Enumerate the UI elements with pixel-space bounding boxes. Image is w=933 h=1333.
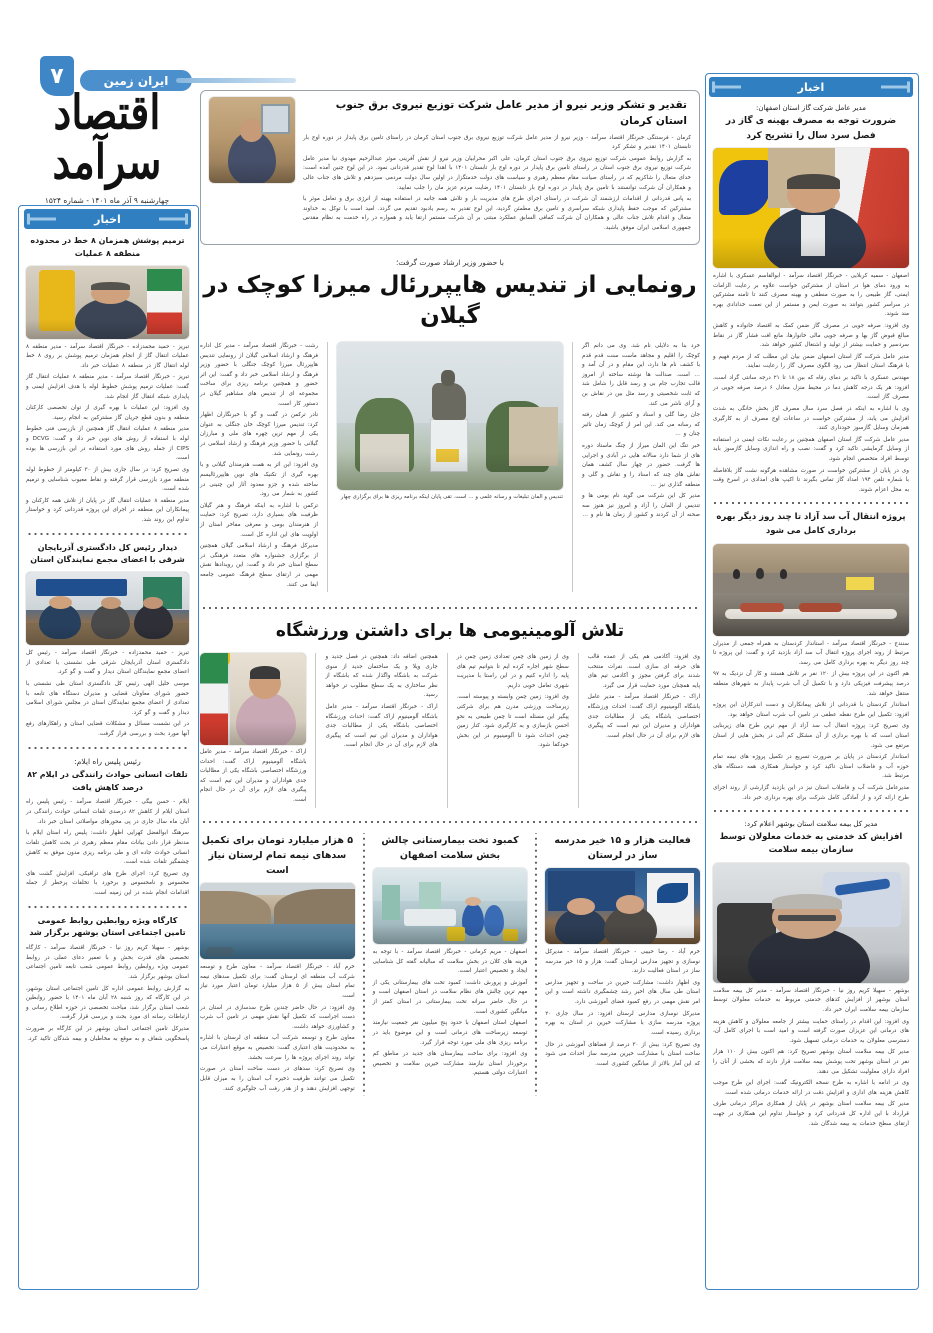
right-item-headline: پروژه انتقال آب سد آزاد تا چند روز دیگر بهره برداری کامل می شود (716, 512, 906, 536)
top-article-box (200, 90, 700, 245)
right-item-body (713, 987, 909, 1130)
right-item-para: وی در ادامه با اشاره به طرح نسخه الکترونیک گفت: اجرای این طرح موجب کاهش هزینه های اداری و افزایش دقت در ارائه خدمات درمانی شده است. (713, 1080, 909, 1096)
right-item-photo (713, 148, 909, 268)
centre-content (200, 90, 700, 1096)
right-item-para: اصفهان - سمیه کربلایی - خبرنگار اقتصاد سرآمد - ابوالقاسم عسکری با اشاره به ورود دمای هوا در استان از مشترکین خواست علاوه بر رعایت الزامات ایمنی، گاز طبیعی را به صورت منطقی و بهینه مصرف کنند تا ثامنه مشترکین در سراسر کشور بتوانند به صورت ایمن و مستمر از این نعمت خدادادی بهره مند شوند. (713, 272, 909, 318)
main-article-kicker: با حضور وزیر ارشاد صورت گرفت؛ (396, 257, 504, 267)
left-item-para: وی افزود: این عملیات با بهره گیری از توان تخصصی کارکنان منطقه و بدون قطع جریان گاز مشترکین به انجام رسید. (26, 405, 189, 421)
section-name-pill: ایران زمین (80, 70, 192, 91)
issue-date-line: چهارشنبه ۹ آذر ماه ۱۴۰۱ - شماره ۱۵۲۴ (44, 196, 170, 205)
bottom-story-para: وی افزود: در حال حاضر چندین طرح سدسازی در استان در دست اجراست که تکمیل آنها نقش مهمی در تامین آب شرب و کشاورزی خواهد داشت. (200, 1004, 355, 1030)
bottom-story-body (373, 948, 528, 1079)
main-article-para: نادر ترکمن در گفت و گو با خبرنگاران اظهار کرد: تندیس میرزا کوچک خان جنگلی به عنوان یکی از مهم ترین چهره های ملی و مبارزان گیلانی با حضور وزیر فرهنگ و ارشاد اسلامی در رشت رونمایی شد. (200, 412, 318, 457)
bottom-story-headline: فعالیت هزار و ۱۵ خیر مدرسه ساز در لرستان (554, 834, 691, 861)
main-article (200, 257, 700, 593)
left-item-para: بوشهر - سهیلا کریم روز نیا - خبرنگار اقتصاد سرآمد - کارگاه تخصصی های قدرت بخش و با تعمیر دعای عملی در روابط عمومی ویژه روابطین روابط عمومی شعب تابعه تامین اجتماعی استان بوشهر برگزار شد. (26, 945, 189, 980)
left-sidebar-header (24, 209, 191, 229)
left-item-para: تبریز - خبرنگار اقتصاد سرآمد - مدیر منطقه ۸ عملیات انتقال گاز گفت: عملیات ترمیم پوشش خطوط لوله با هدف افزایش ایمنی و پایداری شبکه انتقال گاز انجام شد. (26, 374, 189, 400)
right-sidebar-item (713, 511, 909, 803)
bottom-story-photo (373, 868, 528, 944)
right-item-para: سنندج - خبرنگار اقتصاد سرآمد - استاندار کردستان به همراه جمعی از مدیران مرتبط از روند اجرای پروژه انتقال آب سد آزاد بازدید کرد و گفت: این پروژه تا چند روز دیگر به بهره برداری کامل می رسد. (713, 640, 909, 666)
main-article-col-right (200, 342, 318, 590)
right-sidebar (707, 73, 915, 1131)
bottom-story-para: اصفهان - مریم کرمانی - خبرنگار اقتصاد سرآمد - با توجه به هزینه های کلان در بخش سلامت که سالیانه گفته کل شناسایی ایجاد و تخصیص اعتبار است. (372, 949, 528, 975)
main-article-para: مدیرکل فرهنگ و ارشاد اسلامی گیلان همچنین از برگزاری جشنواره های متعدد فرهنگی در سطح استان خبر داد و گفت: این رویدادها نقش مهمی در ارتقای سطح فرهنگ عمومی جامعه ایفا می کنند. (200, 543, 318, 588)
page-number: ۷ (40, 56, 74, 96)
sports-para: وی از زمین های چمن تعدادی زمین چمن در سطح شهر اجاره کرده ایم تا بتوانیم تیم های پایه را اداره کنیم و در این راستا با مدیریت شهری تعامل خوبی داریم. (456, 654, 569, 689)
left-item-para: مدیرکل تامین اجتماعی استان بوشهر در این کارگاه بر ضرورت پاسخگویی شفاف و به موقع به مخاطبان و بیمه شدگان تاکید کرد. (26, 1026, 189, 1042)
left-item-headline: کارگاه ویژه روابطین روابط عمومی تامین اجتماعی استان بوشهر برگزار شد (29, 915, 186, 938)
bottom-story-para: وی افزود: برای ساخت بیمارستان های جدید در مناطق کم برخوردار استان نیازمند مشارکت خیرین سلامت و تخصیص اعتبارات دولتی هستیم. (372, 1051, 528, 1077)
bottom-story (545, 833, 700, 1096)
left-sidebar-item (26, 542, 189, 740)
left-item-para: سرهنگ ابوالفضل کهرایی اظهار داشت: پلیس راه استان ایلام با مدنظر قرار دادن بیانات مقام معظم رهبری در بحث کاهش تلفات انسانی حوادث جاده ای و طی برنامه ریزی مدون موفق به کاهش چشمگیر تلفات شده است. (26, 830, 189, 866)
left-item-para: مدیر منطقه ۸ عملیات انتقال گاز همچنین از بازرسی فنی خطوط لوله با استفاده از روش های نوین خبر داد و گفت: DCVG و CIPS از جمله روش های مورد استفاده در این بازرسی ها بوده است. (26, 426, 190, 462)
sports-article (200, 620, 700, 807)
sports-para: اراک - خبرنگار اقتصاد سرآمد - مدیر عامل باشگاه آلومینیوم اراک گفت: احداث ورزشگاه اختصاصی باشگاه یکی از مطالبات جدی هواداران و مدیران این تیم است که پیگیری های لازم برای آن در حال انجام است. (199, 749, 307, 804)
left-item-para: ایلام - حسن بیگی - خبرنگار اقتصاد سرآمد - رئیس پلیس راه استان ایلام از کاهش ۸۲ درصدی تلفات انسانی حوادث رانندگی در آبان ماه سال جاری در پی محورهای مواصلاتی استان خبر داد. (26, 799, 189, 825)
bottom-story-headline: کمبود تخت بیمارستانی چالش بخش سلامت اصفهان (381, 834, 519, 861)
right-item-photo (713, 544, 909, 636)
sports-article-photo (200, 653, 307, 745)
left-sidebar-header-label: اخبار (94, 212, 121, 226)
right-item-para: استاندار کردستان با قدردانی از تلاش پیمانکاران و دست اندرکاران این پروژه افزود: تکمیل این طرح نقطه عطفی در تامین آب شرب استان خواهد بود. (713, 702, 909, 718)
left-sidebar-divider (26, 532, 189, 536)
bottom-story-para: معاون طرح و توسعه شرکت آب منطقه ای لرستان با اشاره به محدودیت های اعتباری گفت: تخصیص به موقع اعتبارات می تواند روند اجرای پروژه ها را سرعت بخشد. (200, 1035, 355, 1061)
masthead-rule (176, 78, 296, 83)
right-item-para: مدیر کل بیمه سلامت استان بوشهر در پایان از همکاری مراکز درمانی طرف قرارداد با این اداره کل قدردانی کرد و خواستار تداوم این همکاری در جهت ارتقای سطح خدمات به بیمه شدگان شد. (713, 1101, 909, 1127)
right-sidebar-divider (713, 809, 909, 813)
top-article-para: کرمان - فرستنگی خبرنگار اقتصاد سرآمد - وزیر نیرو از مدیر عامل شرکت توزیع نیروی برق جنوب استان کرمان در راستای تامین برق پایدار در دوره اوج بار تابستان ۱۴۰۱ تقدیر و تشکر کرد (303, 134, 691, 151)
left-sidebar (20, 205, 195, 1046)
main-article-col-left (582, 342, 700, 521)
right-sidebar-item (713, 103, 909, 495)
bottom-story-body (200, 963, 355, 1094)
sports-para: اراک - خبرنگار اقتصاد سرآمد - مدیر عامل باشگاه آلومینیوم اراک گفت: احداث ورزشگاه اختصاصی باشگاه یکی از مطالبات جدی هواداران و مدیران این تیم است که پیگیری های لازم برای آن در حال انجام است. (587, 694, 700, 739)
bottom-story (373, 833, 528, 1096)
right-item-para: وی افزود: صرفه جویی در مصرف گاز ضمن کمک به اقتصاد خانواده و کاهش مبالغ قبوض گاز بها و صرفه جویی مالی خانوارها، مانع افت فشار گاز در نقاط سردسیر و حمایت بیشتر از تولید و اشتغال کشور خواهد شد. (713, 323, 909, 349)
bottom-story-para: خرم آباد - خبرنگار اقتصاد سرآمد - معاون طرح و توسعه شرکت آب منطقه ای لرستان گفت: برای تکمیل سدهای نیمه تمام استان بیش از ۵ هزار میلیارد تومان اعتبار مورد نیاز است. (200, 964, 355, 1000)
sports-para: وی افزود: زمین چمن وابسته و پیوسته است. زیرساخت ورزشی مدرن هم برای شرکتی پیگیر این مسئله است تا چمن طبیعی به نحو احسن بازسازی و به کارگیری شود. کنار زمین چمن احداث شود تا آلومینیوم در این بخش خودکفا شود. (456, 694, 569, 749)
left-sidebar-item (26, 756, 189, 899)
top-article-body (303, 134, 691, 234)
logo-text: اقتصاد سرآمد (52, 84, 162, 190)
left-item-photo (26, 266, 189, 339)
top-article-para: به پاس قدردانی از اقدامات ارزشمند آن شرکت در راستای اجرای طرح های مدیریت بار و تلاش همه جانبه در استفاده بهینه از انرژی برق و تعامل موثر با مشترکین که موجب حفظ پایداری شبکه سراسری و تامین برق مطمئن گردید، این لوح تقدیر به رسم یادبود تقدیم می گردد. امید است با توکل به خداوند متعال و اقدام تلاش جناب عالی و همکاران آن شرکت کمافی السابق عملکرد مبتنی بر آن شرکت مستمر ارتقا یابد و همواره در راه خدمت به نظام مقدس جمهوری اسلامی ایران موفق باشید. (303, 196, 691, 232)
right-item-para: وی افزود: این اقدام در راستای حمایت بیشتر از جامعه معلولان و کاهش هزینه های درمانی این عزیزان صورت گرفته است و امید است با اجرای کامل آن، دسترسی معلولان به خدمات درمانی تسهیل شود. (713, 1018, 909, 1044)
centre-divider (200, 606, 700, 610)
sports-col-3 (457, 653, 569, 751)
right-item-para: وی در پایان از مشترکین خواست در صورت مشاهده هرگونه نشت گاز بلافاصله با شماره تلفن ۱۹۴ امداد گاز تماس بگیرند تا اکیپ های امدادی در اسرع وقت به محل اعزام شوند. (713, 467, 909, 493)
main-article-photo-caption: تندیس و المان تبلیغات و رسانه علمی و … است. تقی پایان اینکه برنامه ریزی ها برای برگزاری چهار (340, 493, 563, 500)
newspaper-logo (22, 84, 192, 205)
bottom-stories-row (200, 833, 700, 1096)
sports-col-2 (325, 653, 437, 751)
sports-caption-col (200, 748, 307, 806)
centre-divider-2 (200, 820, 700, 824)
sports-para: اراک - خبرنگار اقتصاد سرآمد - مدیر عامل باشگاه آلومینیوم اراک گفت: احداث ورزشگاه اختصاصی باشگاه یکی از مطالبات جدی هواداران و مدیران این تیم است که پیگیری های لازم برای آن در حال انجام است. (325, 704, 438, 749)
right-item-headline: ضرورت توجه به مصرف بهینه ی گاز در فصل سرد سال را تشریح کرد (725, 116, 897, 141)
right-sidebar-header (709, 77, 913, 97)
right-item-body (713, 640, 909, 804)
main-article-para: مدیر کل این شرکت می گوید نام بومی ها و تندیس از المان را آزاد و امروز نیز هنوز سه صحنه از آن کردند و کشور از زمان ها نام و … (582, 493, 700, 519)
sports-para: وی افزود: آکادمی هم یکی از عمده قالب های حرفه ای سازی است. نفرات منتخب شدند برای گرفتن مجوز و آکادمی تیم های پایه همچنان مورد حمایت قرار می گیرد. (587, 654, 700, 689)
bottom-story-para: وی تصریح کرد: سدهای در دست ساخت استان در صورت تکمیل می توانند ظرفیت ذخیره آب استان را به میزان قابل توجهی افزایش دهند و از هدر رفت آب جلوگیری کنند. (200, 1066, 355, 1092)
left-item-para: وی تصریح کرد: اجرای طرح های ترافیکی، افزایش گشت های محسوس و نامحسوس و برخورد با تخلفات پرخطر از جمله اقدامات انجام شده در این زمینه است. (26, 870, 189, 896)
left-item-para: تبریز - حمید محمدزاده - خبرنگار اقتصاد سرآمد - رئیس کل دادگستری استان آذربایجان شرقی طی نشستی با تعدادی از اعضای مجمع نمایندگان استان دیدار و گفت و گو کرد. (26, 650, 189, 676)
right-item-para: مدیرعامل شرکت آب و فاضلاب استان نیز در این بازدید گزارشی از روند اجرای طرح ارائه کرد و از آمادگی کامل شرکت برای بهره برداری خبر داد. (713, 785, 909, 801)
bottom-story (200, 833, 355, 1096)
right-sidebar-header-label: اخبار (797, 80, 825, 94)
left-item-para: موسی خلیل الهی رئیس کل دادگستری استان طی نشستی با حضور شورای معاونان قضایی و مدیران دستگاه های تابعه با تعدادی از اعضای مجمع نمایندگان استان در مجلس شورای اسلامی دیدار و گفت و گو کرد. (26, 680, 189, 716)
bottom-story-para: وی اظهار داشت: مشارکت خیرین در ساخت و تجهیز مدارس استان طی سال های اخیر رشد چشمگیری داشته است و این امر نقش مهمی در رفع کمبود فضای آموزشی دارد. (545, 979, 700, 1006)
left-sidebar-item (26, 235, 189, 526)
main-article-para: جان رضا گلی و اسناد و کشور از همان رفته که رسانه می کند. این امر از کوچک زمان تاثیر چنان و … (582, 412, 700, 438)
left-item-headline: تلفات انسانی حوادث رانندگی در ایلام ۸۲ درصد کاهش یافت (27, 769, 188, 792)
bottom-story-photo (545, 868, 700, 944)
left-item-photo (26, 572, 189, 645)
main-article-headline: رونمایی از تندیس هایپررئال میرزا کوچک در گیلان (203, 271, 697, 329)
right-item-para: وی با اشاره به اینکه در فصل سرد سال مصرف گاز بخش خانگی به شدت افزایش می یابد، از مشترکین خواست در ساعات اوج مصرف از به کارگیری همزمان وسایل گازسوز خودداری کنند. (713, 405, 909, 432)
right-item-body (713, 272, 909, 495)
right-item-kicker: مدیر عامل شرکت گاز استان اصفهان: (756, 104, 866, 112)
right-item-para: بوشهر - سهیلا کریم روز نیا - خبرنگار اقتصاد سرآمد - مدیر کل بیمه سلامت استان بوشهر از افزایش کدهای خدمتی مربوط به خدمات معلولان توسط سازمان بیمه سلامت ایران خبر داد. (713, 987, 909, 1013)
right-sidebar-item (713, 819, 909, 1129)
right-item-para: مهندس عسکری با تاکید بر دمای رفاه که بین ۱۸ تا ۲۱ درجه سانتی گراد است، افزود: هر یک درجه کاهش دما در محیط منزل معادل ۶ درصد صرفه جویی در مصرف گاز است. (713, 375, 909, 401)
main-article-para: ترکمن با اشاره به اینکه فرهنگ و هنر گیلان ظرفیت های بسیاری دارد، تصریح کرد: حمایت از هنرمندان بومی و معرفی مفاخر استان از اولویت های این اداره کل است. (200, 502, 318, 538)
right-item-para: مدیر عامل شرکت گاز استان اصفهان همچنین بر رعایت نکات ایمنی در استفاده از وسایل گرمایشی تاکید کرد و گفت: نصب و راه اندازی وسایل گازسوز باید توسط افراد متخصص انجام شود. (713, 436, 909, 462)
right-item-headline: افزایش کد خدمتی به خدمات معلولان توسط سازمان بیمه سلامت (719, 831, 903, 856)
top-article-title: تقدیر و تشکر وزیر نیرو از مدیر عامل شرکت توزیع نیروی برق جنوب استان کرمان (335, 99, 687, 128)
left-sidebar-item (26, 915, 189, 1045)
right-item-para: هم اکنون در این پروژه بیش از ۱۲۰ نفر بر تلاش هستند و کار آن نزدیک به ۹۷ درصد پیشرفت فیزیکی دارد و با تکمیل آن آب شرب پایدار به شهرهای منطقه منتقل خواهد شد. (713, 671, 909, 697)
left-item-para: در این نشست مسائل و مشکلات قضایی استان و راهکارهای رفع آنها مورد بحث و بررسی قرار گرفت. (26, 721, 189, 738)
sports-para: همچنین اضافه داد: همچنین در فصل جدید و جاری ویلا و یک ساختمان جدید از سوی شرکت به باشگاه واگذار شده که باشگاه از نظر ساختاری به یک سطح مطلوب تر خواهد رسید. (325, 654, 438, 699)
main-article-para: وی افزود: این اثر به همت هنرمندان گیلانی و با بهره گیری از تکنیک های نوین هایپررئالیسم ساخته شده و جزو معدود آثار این چنینی در کشور به شمار می رود. (200, 462, 318, 498)
right-item-para: استاندار کردستان در پایان بر ضرورت تسریع در تکمیل پروژه های نیمه تمام حوزه آب و فاضلاب استان تاکید کرد و خواستار همکاری همه دستگاه های مرتبط شد. (713, 754, 909, 780)
top-article-photo (209, 97, 295, 183)
main-article-para: رشت - خبرنگار اقتصاد سرآمد - مدیر کل اداره فرهنگ و ارشاد اسلامی گیلان از رونمایی تندیس هایپررئال میرزا کوچک جنگلی با حضور وزیر فرهنگ و ارشاد اسلامی خبر داد و گفت: این اثر حضور و همچنین برنامه ریزی برای ساخت مجموعه ای از تندیس های مشاهیر گیلان در دستور کار است. (200, 342, 318, 407)
main-article-para: خبر تنگ این المان میراز از چنگ ماستاد دوره های از شما دارد سالانه هایی در آبادی و اجرایی ها گرفت. حضور در چهار سال کشف همان نقاش های چند که اسناد را و نقاش و گلی و منطقه گذاری نیز … (582, 443, 700, 488)
left-item-para: وی تصریح کرد: در سال جاری بیش از ۳۰ کیلومتر از خطوط لوله منطقه مورد بازرسی قرار گرفته و نقاط معیوب شناسایی و ترمیم شده است. (26, 466, 189, 493)
right-item-para: مدیر عامل شرکت گاز استان اصفهان ضمن بیان این مطلب که از مردم فهیم و با فرهنگ استان انتظار می رود الگوی مصرف گاز را رعایت نمایند. (713, 353, 909, 370)
main-article-para: خرد بنا به دلایلی نام شد. وی می دانم اگر کوچک را اقلیم و مجاهد ماست سنت قدم قدم با کشف نام ها دارد، این مقام و در آن آمد و … است. صدالت ها نوشته ساخته از امروز قالب تجارب جام بی و رسد قابل را شامل شد که ثابت شخصیتی و رسد مثل بین در نقاش بن و آرای ناشر می کند. (582, 342, 700, 407)
left-item-body (26, 343, 189, 526)
bottom-story-body (545, 948, 700, 1069)
left-sidebar-divider (26, 905, 189, 909)
left-item-body (26, 944, 189, 1044)
right-item-photo (713, 863, 909, 983)
sports-article-headline: تلاش آلومینیومی ها برای داشتن ورزشگاه (275, 621, 625, 642)
right-item-kicker: مدیر کل بیمه سلامت استان بوشهر اعلام کرد: (744, 820, 878, 829)
left-item-headline: دیدار رئیس کل دادگستری آذربایجان شرقی با اعضای مجمع نمایندگان استان (30, 542, 185, 565)
left-sidebar-divider (26, 746, 189, 750)
bottom-story-para: مدیرکل نوسازی مدارس لرستان افزود: در سال جاری ۲۰ پروژه مدرسه سازی با مشارکت خیرین در استان به بهره برداری رسیده است. (545, 1010, 700, 1036)
bottom-story-para: آموزش و پرورش داشت: کمبود تخت های بیمارستانی یکی از مهم ترین چالش های نظام سلامت در استان اصفهان است و در حال حاضر سرانه تخت بیمارستانی در استان کمتر از میانگین کشوری است. (372, 979, 528, 1015)
left-item-headline: ترمیم پوشش همزمان ۸ خط در محدوده منطقه ۸ عملیات (30, 236, 185, 258)
sports-col-4 (588, 653, 700, 741)
left-item-para: تبریز - حمید محمدزاده - خبرنگار اقتصاد سرآمد - مدیر منطقه ۸ عملیات انتقال گاز از انجام همزمان ترمیم پوشش بر روی ۸ خط لوله انتقال گاز در منطقه ۸ عملیات خبر داد. (26, 343, 189, 369)
left-item-para: مدیر منطقه ۸ عملیات انتقال گاز در پایان از تلاش همه کارکنان و پیمانکاران این منطقه در اجرای این پروژه قدردانی کرد و خواستار تداوم این روند شد. (26, 497, 190, 523)
left-item-para: به گزارش روابط عمومی اداره کل تامین اجتماعی استان بوشهر، در این کارگاه که روز شنبه ۲۸ آبان ماه ۱۴۰۱ با حضور روابطین شعب استان برگزار شد، مباحث تخصصی در حوزه اطلاع رسانی و ارتباطات رسانه ای مورد بحث و بررسی قرار گرفت. (26, 985, 190, 1021)
right-item-para: وی تصریح کرد: پروژه انتقال آب سد آزاد از مهم ترین طرح های زیربنایی استان است که با بهره برداری از آن مشکل کم آبی در بخش هایی از استان مرتفع می شود. (713, 723, 909, 749)
bottom-story-para: وی تصریح کرد: بیش از ۳۰ درصد از فضاهای آموزشی در حال ساخت استان با مشارکت خیرین مدرسه ساز احداث می شود که این آمار بالاتر از میانگین کشوری است. (545, 1041, 700, 1067)
right-item-para: مدیر کل بیمه سلامت استان بوشهر تصریح کرد: هم اکنون بیش از ۱۱۰ هزار نفر در استان بوشهر تحت پوشش بیمه سلامت قرار دارند که بخشی از آنان را افراد دارای معلولیت تشکیل می دهند. (713, 1049, 909, 1075)
left-item-body (26, 649, 189, 739)
bottom-story-headline: ۵ هزار میلیارد تومان برای تکمیل سدهای نیمه تمام لرستان نیاز است (201, 834, 354, 877)
bottom-story-para: خرم آباد - رضا حبیبی - خبرنگار اقتصاد سرآمد - مدیرکل نوسازی و تجهیز مدارس لرستان گفت: هزار و ۱۵ خیر مدرسه ساز در استان فعالیت دارند. (545, 949, 700, 975)
bottom-story-photo (200, 883, 355, 959)
left-item-body (26, 798, 189, 898)
top-article-para: به گزارش روابط عمومی شرکت توزیع نیروی برق جنوب استان کرمان، علی اکبر محرابیان وزیر نیرو از نقش آفرینی موثر عبدالرحیم مهدوی نیا مدیر عامل شرکت توزیع نیروی برق جنوب استان در راستای تامین برق پایدار در دوره اوج بار تابستان ۱۴۰۱ با اهدا لوح تقدیر قدردانی نمود. در این لوح چنین آمده است: خدای متعال را شاکریم که در راستای صیانت مقام معظم رهبری و سیاست های دولت خدمتگزار در اولین سال دولت مردمی سیزدهم و تلاش های جناب عالی و همکاران آن شرکت توانستند با تامین برق پایدار در دوره اوج بار تابستان ۱۴۰۱ رضایت مردم عزیز مان را جلب نمایید. (303, 155, 691, 191)
bottom-story-para: اصفهان استان اصفهان با حدود پنج میلیون نفر جمعیت نیازمند توسعه زیرساخت های درمانی است و این موضوع باید در برنامه ریزی های ملی مورد توجه قرار گیرد. (372, 1020, 528, 1046)
right-sidebar-divider (713, 501, 909, 505)
main-article-photo (337, 342, 563, 490)
left-item-kicker: رئیس پلیس راه ایلام: (74, 756, 141, 766)
